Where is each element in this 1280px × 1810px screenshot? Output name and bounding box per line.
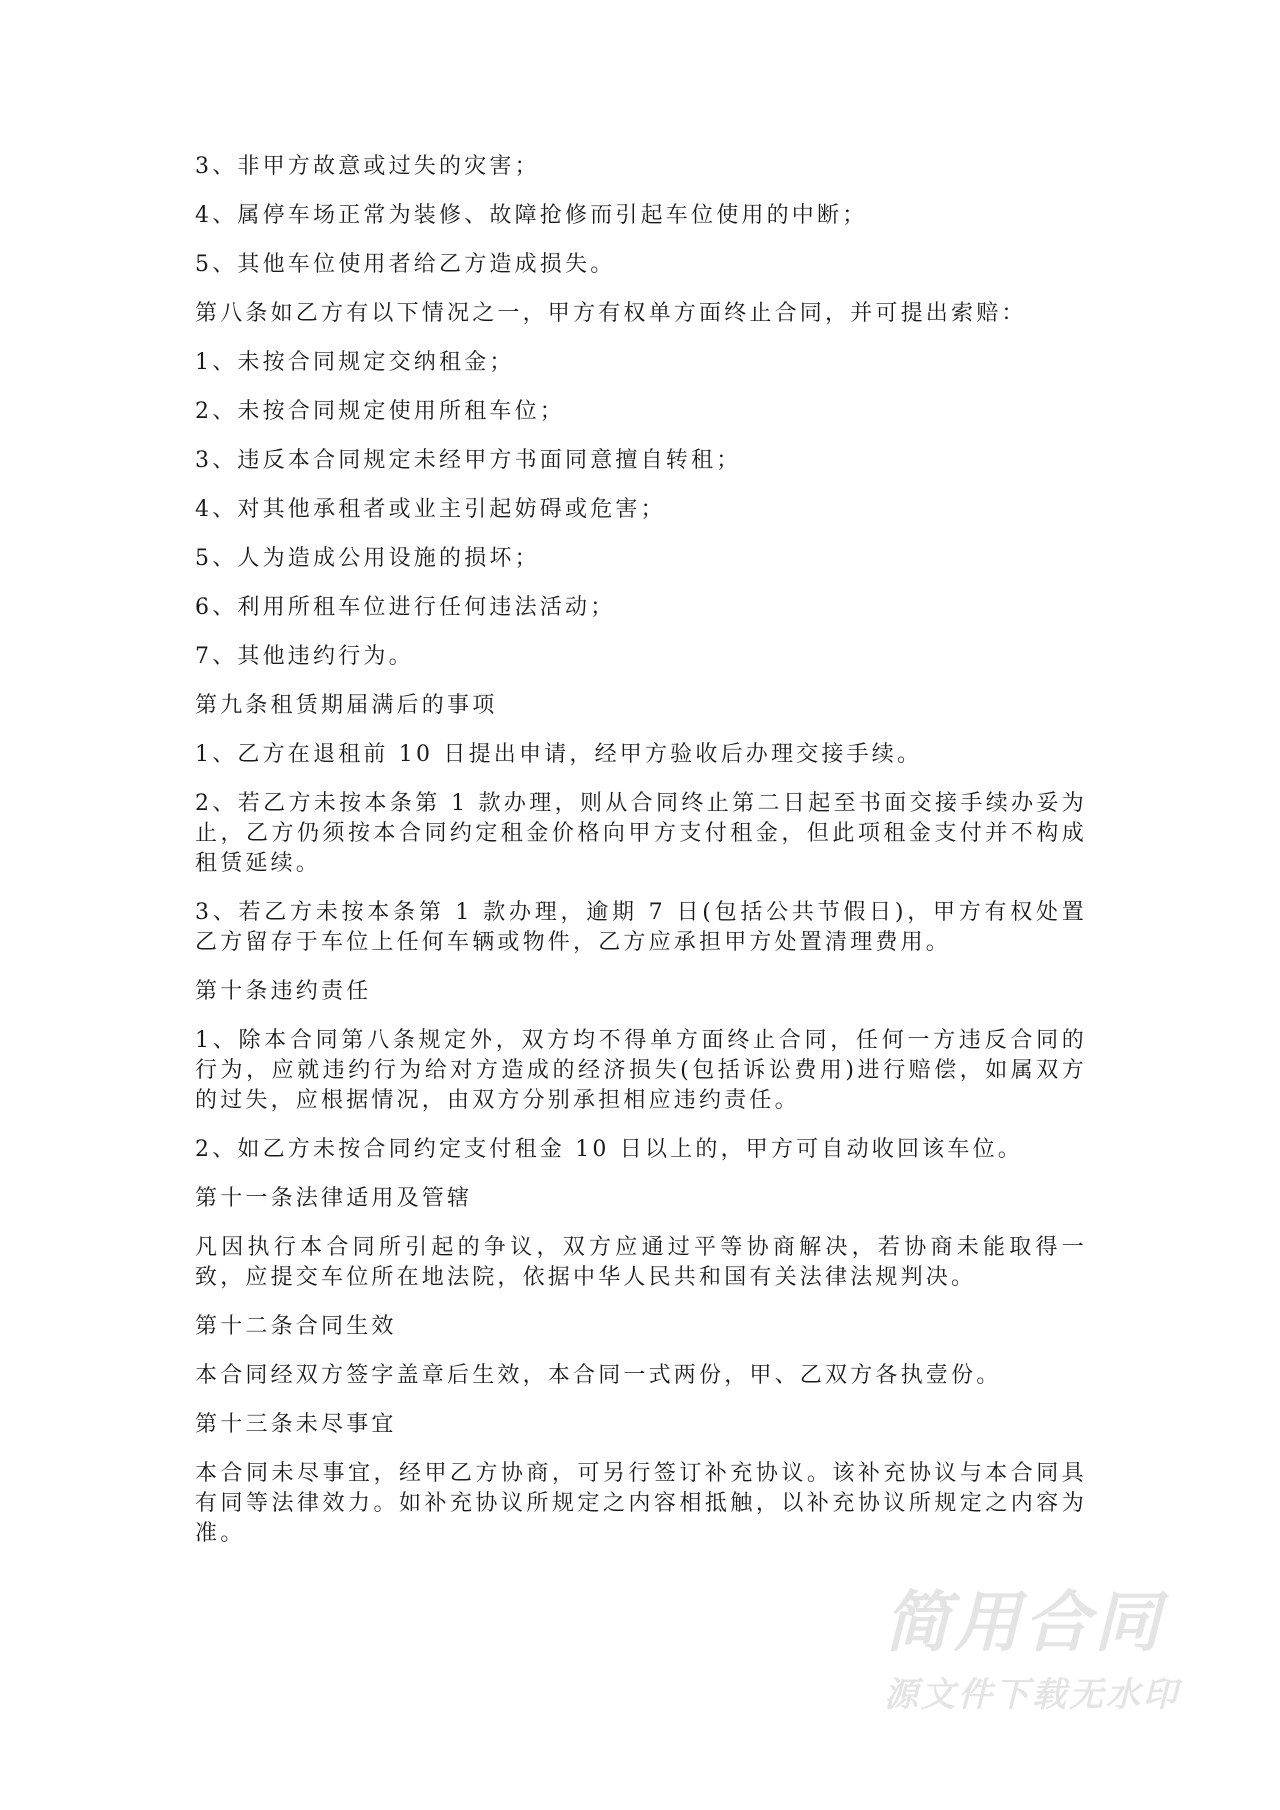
article-9-heading: 第九条租赁期届满后的事项 — [195, 693, 498, 718]
clause-item: 5、人为造成公用设施的损坏； — [195, 546, 540, 571]
article-10-heading: 第十条违约责任 — [195, 979, 372, 1004]
clause-item: 6、利用所租车位进行任何违法活动； — [195, 595, 616, 620]
watermark-logo-text: 简用合同 — [884, 1584, 1164, 1661]
clause-body: 凡因执行本合同所引起的争议，双方应通过平等协商解决，若协商未能取得一致，应提交车位所在地法院，依据中华人民共和国有关法律法规判决。 — [195, 1235, 1087, 1290]
clause-item: 3、若乙方未按本条第 1 款办理，逾期 7 日(包括公共节假日)，甲方有权处置乙方留存于车位上任何车辆或物件，乙方应承担甲方处置清理费用。 — [195, 900, 1087, 955]
clause-body: 本合同经双方签字盖章后生效，本合同一式两份，甲、乙双方各执壹份。 — [195, 1363, 1002, 1388]
clause-item: 1、未按合同规定交纳租金； — [195, 350, 515, 375]
clause-item: 3、非甲方故意或过失的灾害； — [195, 154, 540, 179]
clause-item: 1、乙方在退租前 10 日提出申请，经甲方验收后办理交接手续。 — [195, 742, 923, 767]
document-page — [195, 152, 1087, 1568]
clause-item: 7、其他违约行为。 — [195, 644, 414, 669]
clause-item: 2、若乙方未按本条第 1 款办理，则从合同终止第二日起至书面交接手续办妥为止，乙方仍须按本合同约定租金价格向甲方支付租金，但此项租金支付并不构成租赁延续。 — [195, 791, 1087, 876]
article-13-heading: 第十三条未尽事宜 — [195, 1412, 397, 1437]
clause-item: 2、如乙方未按合同约定支付租金 10 日以上的，甲方可自动收回该车位。 — [195, 1137, 1023, 1162]
clause-item: 2、未按合同规定使用所租车位； — [195, 399, 565, 424]
clause-item: 1、除本合同第八条规定外，双方均不得单方面终止合同，任何一方违反合同的行为，应就违约行为给对方造成的经济损失(包括诉讼费用)进行赔偿，如属双方的过失，应根据情况，由双方分别承担相应违约责任。 — [195, 1028, 1087, 1113]
article-12-heading: 第十二条合同生效 — [195, 1314, 397, 1339]
clause-item: 4、属停车场正常为装修、故障抢修而引起车位使用的中断； — [195, 203, 868, 228]
clause-item: 4、对其他承租者或业主引起妨碍或危害； — [195, 497, 666, 522]
article-8-heading: 第八条如乙方有以下情况之一，甲方有权单方面终止合同，并可提出索赔： — [195, 301, 1027, 326]
article-11-heading: 第十一条法律适用及管辖 — [195, 1186, 473, 1211]
clause-item: 5、其他车位使用者给乙方造成损失。 — [195, 252, 616, 277]
watermark-subtitle: 源文件下载无水印 — [884, 1675, 1180, 1715]
clause-body: 本合同未尽事宜，经甲乙方协商，可另行签订补充协议。该补充协议与本合同具有同等法律效力。如补充协议所规定之内容相抵触，以补充协议所规定之内容为准。 — [195, 1461, 1087, 1546]
clause-item: 3、违反本合同规定未经甲方书面同意擅自转租； — [195, 448, 742, 473]
